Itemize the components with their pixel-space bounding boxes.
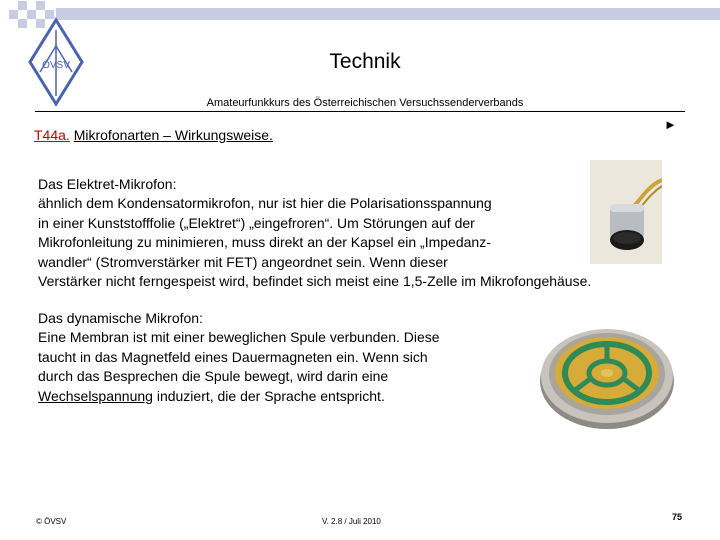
electret-line: in einer Kunststofffolie („Elektret“) „eingefroren“. Um Störungen auf der — [38, 214, 475, 231]
header-checker-banner — [0, 0, 720, 32]
page-title: Technik — [329, 50, 401, 73]
next-slide-button[interactable] — [664, 117, 677, 132]
section-heading — [34, 127, 273, 143]
electret-microphone-image — [590, 160, 662, 264]
footer-page-number: 75 — [672, 512, 683, 522]
electret-line: wandler“ (Stromverstärker mit FET) angeordnet sein. Wenn dieser — [38, 253, 448, 270]
play-triangle-icon: ► — [664, 117, 677, 132]
header-divider — [35, 111, 685, 112]
page-subtitle: Amateurfunkkurs des Österreichischen Versuchssenderverbands — [206, 97, 524, 109]
logo-text: ÖVSV — [42, 60, 70, 71]
electret-line: ähnlich dem Kondensatormikrofon, nur ist hier die Polarisationsspannung — [38, 195, 492, 212]
dynamic-title: Das dynamische Mikrofon: — [38, 310, 203, 326]
dynamic-section — [38, 309, 518, 406]
electret-line: Verstärker nicht ferngespeist wird, befindet sich meist eine 1,5-Zelle im Mikrofongehäuse. — [38, 273, 592, 290]
dynamic-line: Eine Membran ist mit einer beweglichen Spule verbunden. Diese — [38, 329, 440, 346]
electret-title: Das Elektret-Mikrofon: — [38, 176, 177, 192]
underlined-term: Wechselspannung — [38, 387, 153, 404]
electret-line: Mikrofonleitung zu minimieren, muss direkt an der Kapsel ein „Impedanz- — [38, 234, 491, 251]
heading-text: Mikrofonarten – Wirkungsweise. — [73, 127, 273, 143]
dynamic-line: taucht in das Magnetfeld eines Dauermagneten ein. Wenn sich — [38, 348, 428, 365]
footer-version: V. 2.8 / Juli 2010 — [322, 517, 381, 526]
dynamic-line-last — [38, 387, 518, 406]
heading-number: T44a. — [34, 127, 70, 143]
dynamic-microphone-image — [538, 321, 676, 431]
dynamic-line-rest: induziert, die der Sprache entspricht. — [152, 387, 385, 404]
dynamic-line: durch das Besprechen die Spule bewegt, wird darin eine — [38, 368, 389, 385]
footer-copyright: © ÖVSV — [36, 517, 67, 526]
